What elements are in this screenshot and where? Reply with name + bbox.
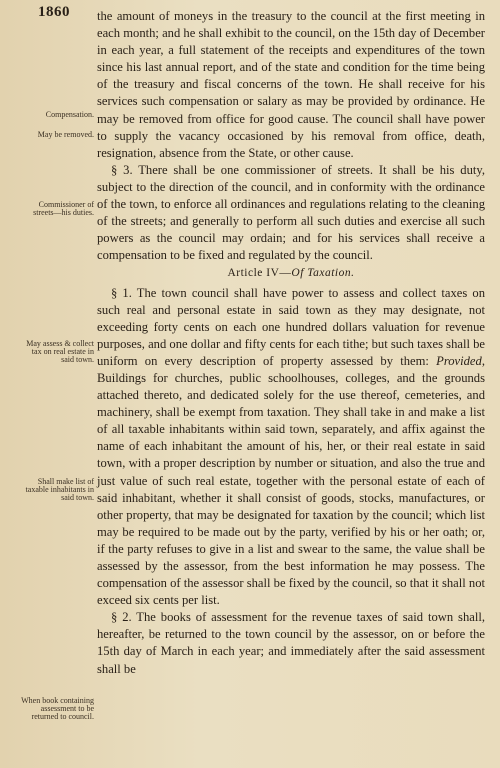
provided-word: Provided <box>436 353 482 368</box>
margin-note-streets: Commissioner of streets—his duties. <box>33 200 94 217</box>
page-year: 1860 <box>38 4 70 20</box>
margin-note-compensation: Compensation. <box>45 110 94 119</box>
article-label: Article IV— <box>227 267 292 280</box>
article-title: Of Taxation. <box>291 267 355 280</box>
article-heading <box>97 265 485 282</box>
margin-note-removal: May be removed. <box>37 130 94 139</box>
taxation-text-a: § 1. The town council shall have power to assess and collect taxes on such real and personal estate in said town as they may designate, not exceeding forty cents on each one hundred dollars valuation for revenue purposes, and one dollar and fifty cents for each tithe; but such taxes shall be uniform on every description of property assessed by them: <box>97 285 485 368</box>
paragraph-assessment-books: § 2. The books of assessment for the revenue taxes of said town shall, hereafter, be returned to the town council by the assessor, on or before the 15th day of March in each year; and immediately after the said assessment shall be <box>97 610 485 676</box>
margin-note-book: When book containing assessment to be returned to council. <box>21 696 94 721</box>
paragraph-taxation <box>97 285 485 610</box>
margin-note-list: Shall make list of taxable inhabitants in said town. <box>25 477 94 502</box>
paragraph-streets: § 3. There shall be one commissioner of streets. It shall be his duty, subject to the direction of the council, and in conformity with the ordinance of the town, to enforce all ordinances and regulations relating to the cleaning of the streets; and generally to perform all such duties and exercise all such powers as the council may ordain; and for his services shall receive a compensation to be fixed and regulated by the council. <box>97 162 485 263</box>
taxation-text-b: , Buildings for churches, public schoolhouses, colleges, and the grounds attached thereto, and dedicated solely for the use thereof, cemeteries, and machinery, shall be exempt from taxation. They shall take in and make a list of all taxable inhabitants within said town, separately, and affix against the name of each inhabitant the amount of his, her, or their real estate in said town, with a proper description by number or situation, and also the true and just value of such real estate, together with the personal estate of each of said inhabitant, whether it shall consist of goods, stocks, manufactures, or other property, that may be designated for taxation by the council; which list may be required to be made out by the party, verified by his or her oath; or, if the party refuses to give in a list and swear to the same, the value shall be assessed by the assessor, from the best information he may possess. The compensation of the assessor shall be fixed by the council, so that it shall not exceed six cents per list. <box>97 353 485 608</box>
paragraph-treasurer: the amount of moneys in the treasury to the council at the first meeting in each month; and he shall exhibit to the council, on the 15th day of December in each year, a full statement of the receipts and expenditures of the town since his last annual report, and of the state and condition for the time being of the treasury and fiscal concerns of the town. He shall receive for his services such compensation or salary as may be provided by ordinance. He may be removed from office for good cause. The council shall have power to supply the vacancy occasioned by his removal from office, death, resignation, absence from the State, or other cause. <box>97 9 485 160</box>
body-text <box>97 8 485 678</box>
margin-note-assess: May assess & collect tax on real estate in said town. <box>26 339 94 364</box>
